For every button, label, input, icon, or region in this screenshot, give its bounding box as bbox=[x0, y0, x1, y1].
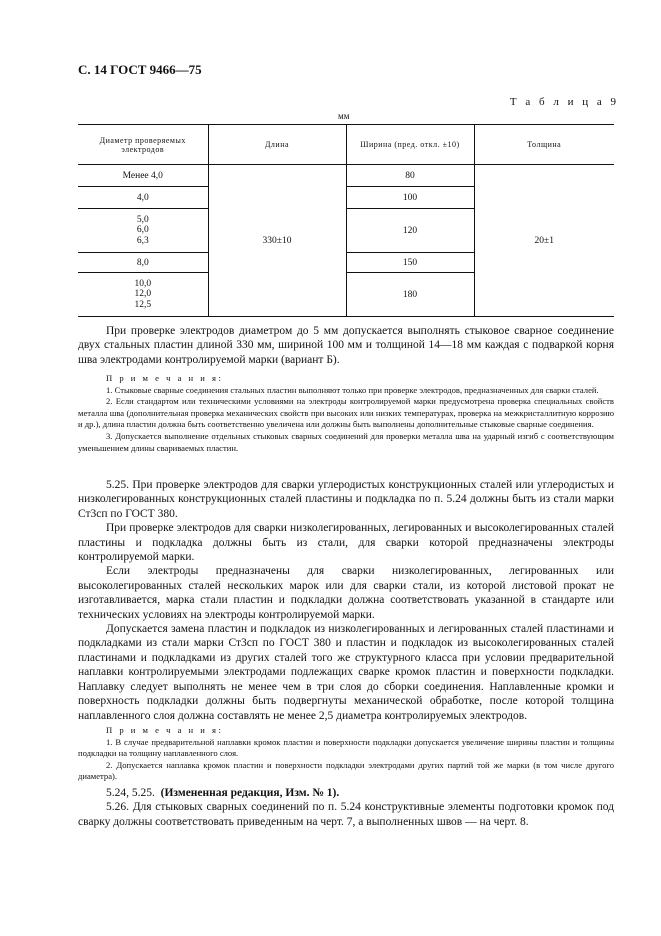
s524-text: (Измененная редакция, Изм. № 1). bbox=[160, 787, 340, 799]
cell-diameter-1: 4,0 bbox=[78, 187, 208, 209]
s525-p1: 5.25. При проверке электродов для сварки углеродистых конструкционных сталей или углеродистых и низколегированных конструкционных сталей пластины и подкладка по п. 5.24 должны быть из стали марки Ст3сп по ГОСТ 380. bbox=[78, 479, 614, 520]
notes1-item-2: 2. Если стандартом или техническими условиями на электроды контролируемой марки предусмотрена проверка специальных свойств металла шва (дополнительная проверка механических свойств при высоких или низких температурах, проверка на межкристаллитную коррозию и др.), длина пластин должна быть соответственно увеличена или должны быть выполнены дополнительные стыковые сварные соединения. bbox=[78, 396, 614, 430]
cell-width-3: 150 bbox=[346, 253, 474, 273]
cell-width-1: 100 bbox=[346, 187, 474, 209]
table-units: мм bbox=[338, 111, 350, 121]
section-5-25 bbox=[78, 478, 614, 723]
notes-block-1 bbox=[78, 373, 614, 454]
cell-diameter-4: 10,0 12,0 12,5 bbox=[78, 273, 208, 317]
notes1-heading: П р и м е ч а н и я: bbox=[106, 373, 224, 383]
paragraph-1 bbox=[78, 324, 614, 367]
notes1-item-1: 1. Стыковые сварные соединения стальных пластин выполняют только при проверке электродов, предназначенных для сварки сталей. bbox=[106, 384, 599, 395]
table-label: Т а б л и ц а 9 bbox=[509, 96, 619, 108]
header-diameter: Диаметр проверяемых электродов bbox=[78, 125, 208, 165]
header-thickness: Толщина bbox=[474, 125, 614, 165]
s526-text: 5.26. Для стыковых сварных соединений по п. 5.24 конструктивные элементы подготовки кромок под сварку должны соответствовать приведенным на черт. 7, а выполненных швов — на черт. 8. bbox=[78, 801, 614, 828]
cell-width-0: 80 bbox=[346, 165, 474, 187]
para1-text: При проверке электродов диаметром до 5 мм допускается выполнять стыковое сварное соединение двух стальных пластин длиной 330 мм, шириной 100 мм и толщиной 14—18 мм каждая с подваркой корня шва электродами контролируемой марки (вариант Б). bbox=[78, 325, 614, 366]
header-length: Длина bbox=[208, 125, 346, 165]
table-9 bbox=[78, 124, 614, 317]
cell-diameter-2: 5,0 6,0 6,3 bbox=[78, 209, 208, 253]
s524-label: 5.24, 5.25. bbox=[106, 787, 155, 799]
cell-thickness: 20±1 bbox=[474, 165, 614, 317]
cell-width-2: 120 bbox=[346, 209, 474, 253]
cell-length: 330±10 bbox=[208, 165, 346, 317]
notes-block-2 bbox=[78, 725, 614, 783]
s525-p4: Допускается замена пластин и подкладок из низколегированных и легированных сталей пластинами и подкладками из стали марки Ст3сп по ГОСТ 380 и пластин и подкладок из высоколегированных сталей пластинами и подкладками из других сталей того же структурного класса при условии предварительной наплавки контролируемыми электродами подлежащих сварке кромок пластин и поверхности подкладки. Наплавку следует выполнять не менее чем в три слоя до сборки соединения. Наплавленные кромки и поверхность подкладки должны быть подвергнуты механической обработке, после которой толщина наплавленного слоя должна составлять не менее 2,5 диаметра контролируемых электродов. bbox=[78, 623, 614, 722]
notes1-item-3: 3. Допускается выполнение отдельных стыковых сварных соединений для проверки металла шва на ударный изгиб с соответствующим уменьшением длины свариваемых пластин. bbox=[78, 430, 614, 453]
section-5-24-5-25 bbox=[78, 786, 614, 829]
s525-p3: Если электроды предназначены для сварки низколегированных, легированных или высоколегированных сталей нескольких марок или для сварки стали, из которой листовой прокат не изготавливается, марка стали пластин и подкладки должна соответствовать указанной в стандарте или технических условиях на электроды контролируемой марки. bbox=[78, 565, 614, 621]
notes2-item-1: 1. В случае предварительной наплавки кромок пластин и поверхности подкладки допускается увеличение ширины пластин и толщины подкладки на толщину наплавленного слоя. bbox=[78, 736, 614, 759]
header-width: Ширина (пред. откл. ±10) bbox=[346, 125, 474, 165]
s525-p2: При проверке электродов для сварки низколегированных, легированных и высоколегированных сталей пластины и подкладка должны быть из стали, для сварки которой предназначены электроды контролируемой марки. bbox=[78, 522, 614, 564]
cell-diameter-0: Менее 4,0 bbox=[78, 165, 208, 187]
notes2-heading: П р и м е ч а н и я: bbox=[106, 725, 224, 735]
cell-width-4: 180 bbox=[346, 273, 474, 317]
page-header: С. 14 ГОСТ 9466—75 bbox=[78, 62, 202, 77]
notes2-item-2: 2. Допускается наплавка кромок пластин и поверхности подкладки электродами других партий той же марки (в том числе другого диаметра). bbox=[78, 759, 614, 782]
cell-diameter-3: 8,0 bbox=[78, 253, 208, 273]
